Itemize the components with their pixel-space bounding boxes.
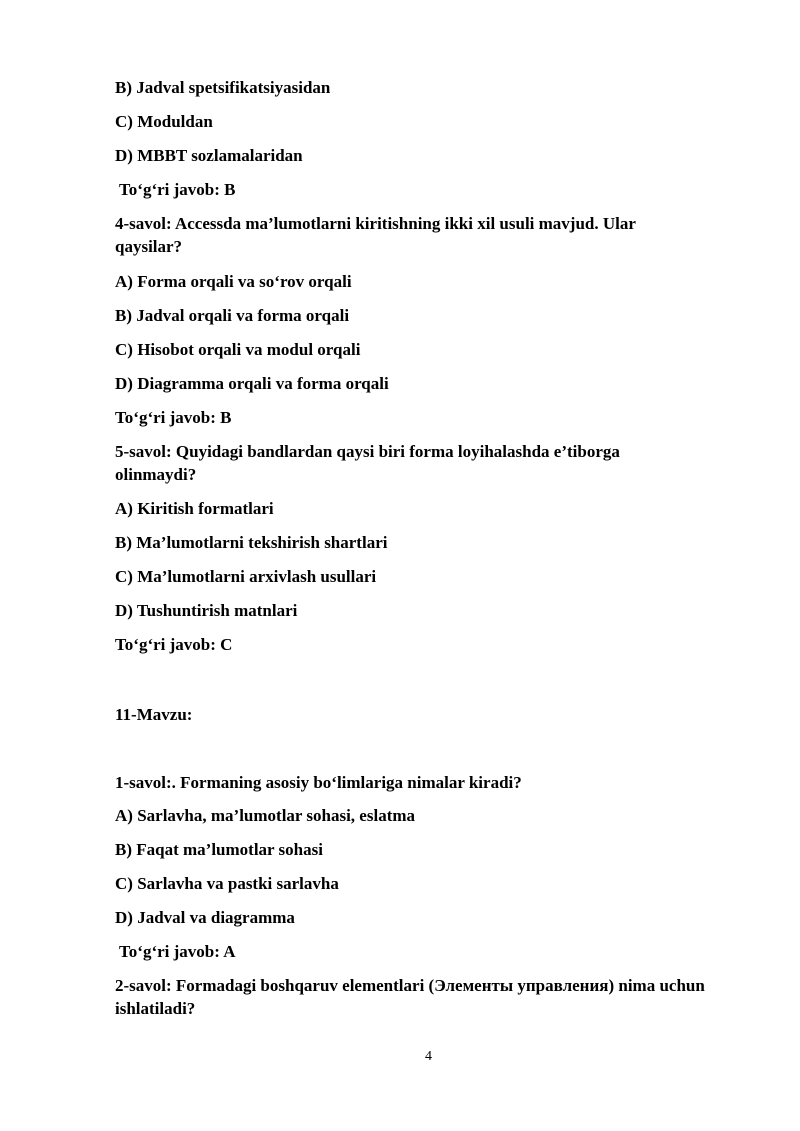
answer-option-d: D) Jadval va diagramma <box>115 908 295 927</box>
question-1: 1-savol:. Formaning asosiy bo‘limlariga nimalar kiradi? <box>115 773 522 792</box>
answer-option-d: D) Tushuntirish matnlari <box>115 601 298 620</box>
answer-option-b: B) Faqat ma’lumotlar sohasi <box>115 840 323 859</box>
answer-option-c: C) Ma’lumotlarni arxivlash usullari <box>115 567 377 586</box>
question-4: 4-savol: Accessda ma’lumotlarni kiritishning ikki xil usuli mavjud. Ular qaysilar? <box>115 214 636 256</box>
answer-option-c: C) Hisobot orqali va modul orqali <box>115 340 361 359</box>
answer-option-c: C) Moduldan <box>115 112 213 131</box>
answer-option-a: A) Kiritish formatlari <box>115 499 274 518</box>
answer-option-c: C) Sarlavha va pastki sarlavha <box>115 874 339 893</box>
correct-answer: To‘g‘ri javob: C <box>115 635 233 654</box>
section-heading: 11-Mavzu: <box>115 705 193 724</box>
answer-option-b: B) Ma’lumotlarni tekshirish shartlari <box>115 533 388 552</box>
answer-option-a: A) Sarlavha, ma’lumotlar sohasi, eslatma <box>115 806 416 825</box>
answer-option-b: B) Jadval orqali va forma orqali <box>115 306 350 325</box>
answer-option-d: D) Diagramma orqali va forma orqali <box>115 374 389 393</box>
correct-answer: To‘g‘ri javob: B <box>119 180 236 199</box>
correct-answer: To‘g‘ri javob: B <box>115 408 232 427</box>
question-2: 2-savol: Formadagi boshqaruv elementlari (Элементы управления) nima uchun ishlatiladi? <box>115 976 705 1018</box>
page-number: 4 <box>425 1049 432 1064</box>
correct-answer: To‘g‘ri javob: A <box>119 942 236 961</box>
answer-option-b: B) Jadval spetsifikatsiyasidan <box>115 78 331 97</box>
question-5: 5-savol: Quyidagi bandlardan qaysi biri forma loyihalashda e’tiborga olinmaydi? <box>115 442 620 484</box>
answer-option-d: D) MBBT sozlamalaridan <box>115 146 303 165</box>
answer-option-a: A) Forma orqali va so‘rov orqali <box>115 272 352 291</box>
